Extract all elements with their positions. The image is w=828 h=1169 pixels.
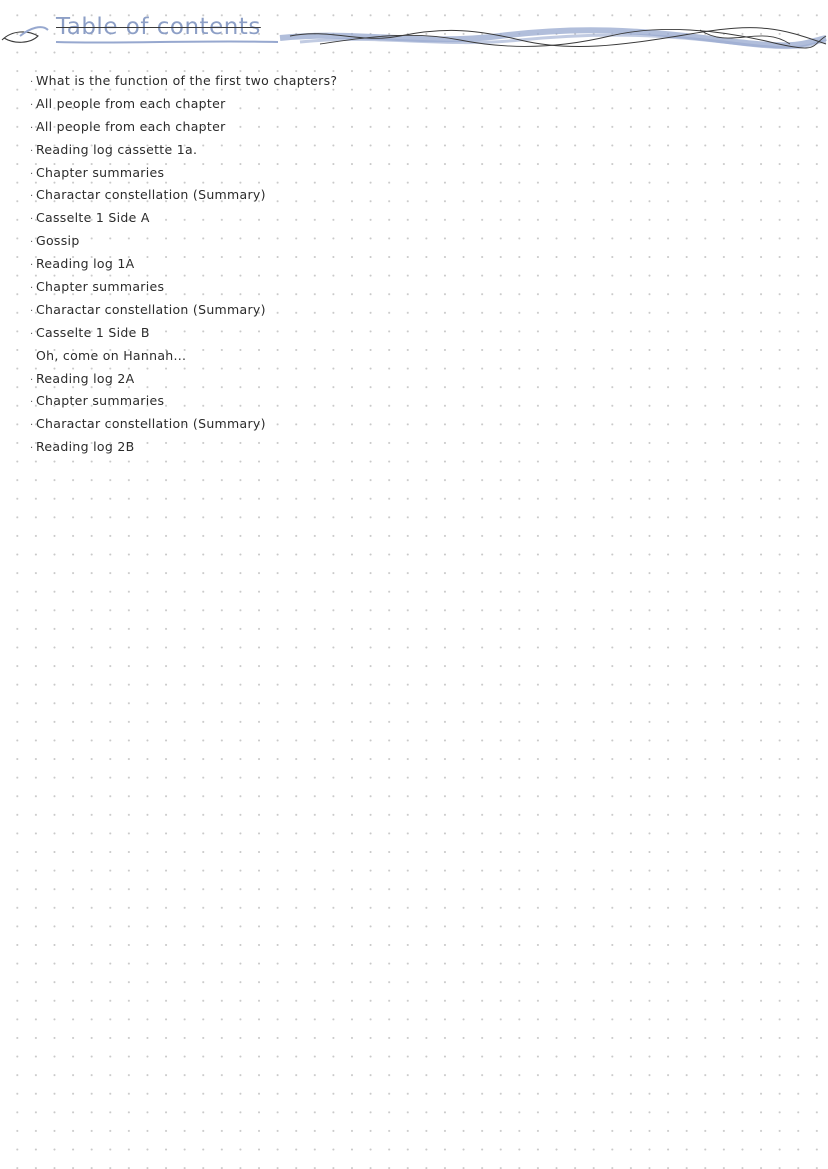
list-item [30,345,337,368]
bullet-icon: · [30,122,34,134]
bullet-icon: · [30,99,34,111]
list-item-text: Gossip [36,233,80,249]
table-of-contents-list [30,70,337,459]
list-item [30,162,337,185]
list-item [30,253,337,276]
list-item [30,368,337,391]
bullet-icon: · [30,305,34,317]
bullet-icon: · [30,443,34,455]
list-item [30,139,337,162]
list-item-text: All people from each chapter [36,118,226,134]
list-item-text: Charactar constellation (Summary) [36,416,266,432]
bullet-icon: · [30,145,34,157]
bullet-icon: · [30,260,34,272]
list-item-text: Oh, come on Hannah... [36,347,187,363]
bullet-icon: · [30,168,34,180]
list-item-text: Chapter summaries [36,164,165,180]
list-item [30,322,337,345]
bullet-icon: · [30,283,34,295]
list-item [30,413,337,436]
list-item [30,390,337,413]
header [0,0,828,60]
list-item [30,276,337,299]
bullet-icon: · [30,397,34,409]
bullet-icon: · [30,328,34,340]
bullet-icon: · [30,77,34,88]
page-title: Table of contents [56,14,261,40]
list-item [30,299,337,322]
list-item [30,70,337,93]
bullet-icon: · [30,191,34,203]
list-item [30,207,337,230]
list-item-text: What is the function of the first two chapters? [36,73,338,88]
list-item-text: Chapter summaries [36,279,165,295]
list-item-text: Reading log 2B [36,439,135,455]
bullet-icon: · [30,237,34,249]
list-item-text: Charactar constellation (Summary) [36,301,266,317]
bullet-icon: · [30,214,34,226]
list-item [30,230,337,253]
list-item-text: Casselte 1 Side B [36,324,150,340]
list-item-text: Chapter summaries [36,393,165,409]
list-item-text: All people from each chapter [36,95,226,111]
list-item [30,436,337,459]
list-item [30,93,337,116]
list-item-text: Reading log 1A [36,256,135,272]
bullet-icon: · [30,420,34,432]
list-item [30,184,337,207]
list-item-text: Reading log 2A [36,370,135,386]
list-item-text: Reading log cassette 1a. [36,141,198,157]
list-item-text: Casselte 1 Side A [36,210,150,226]
list-item-text: Charactar constellation (Summary) [36,187,266,203]
bullet-icon: · [30,374,34,386]
list-item [30,116,337,139]
